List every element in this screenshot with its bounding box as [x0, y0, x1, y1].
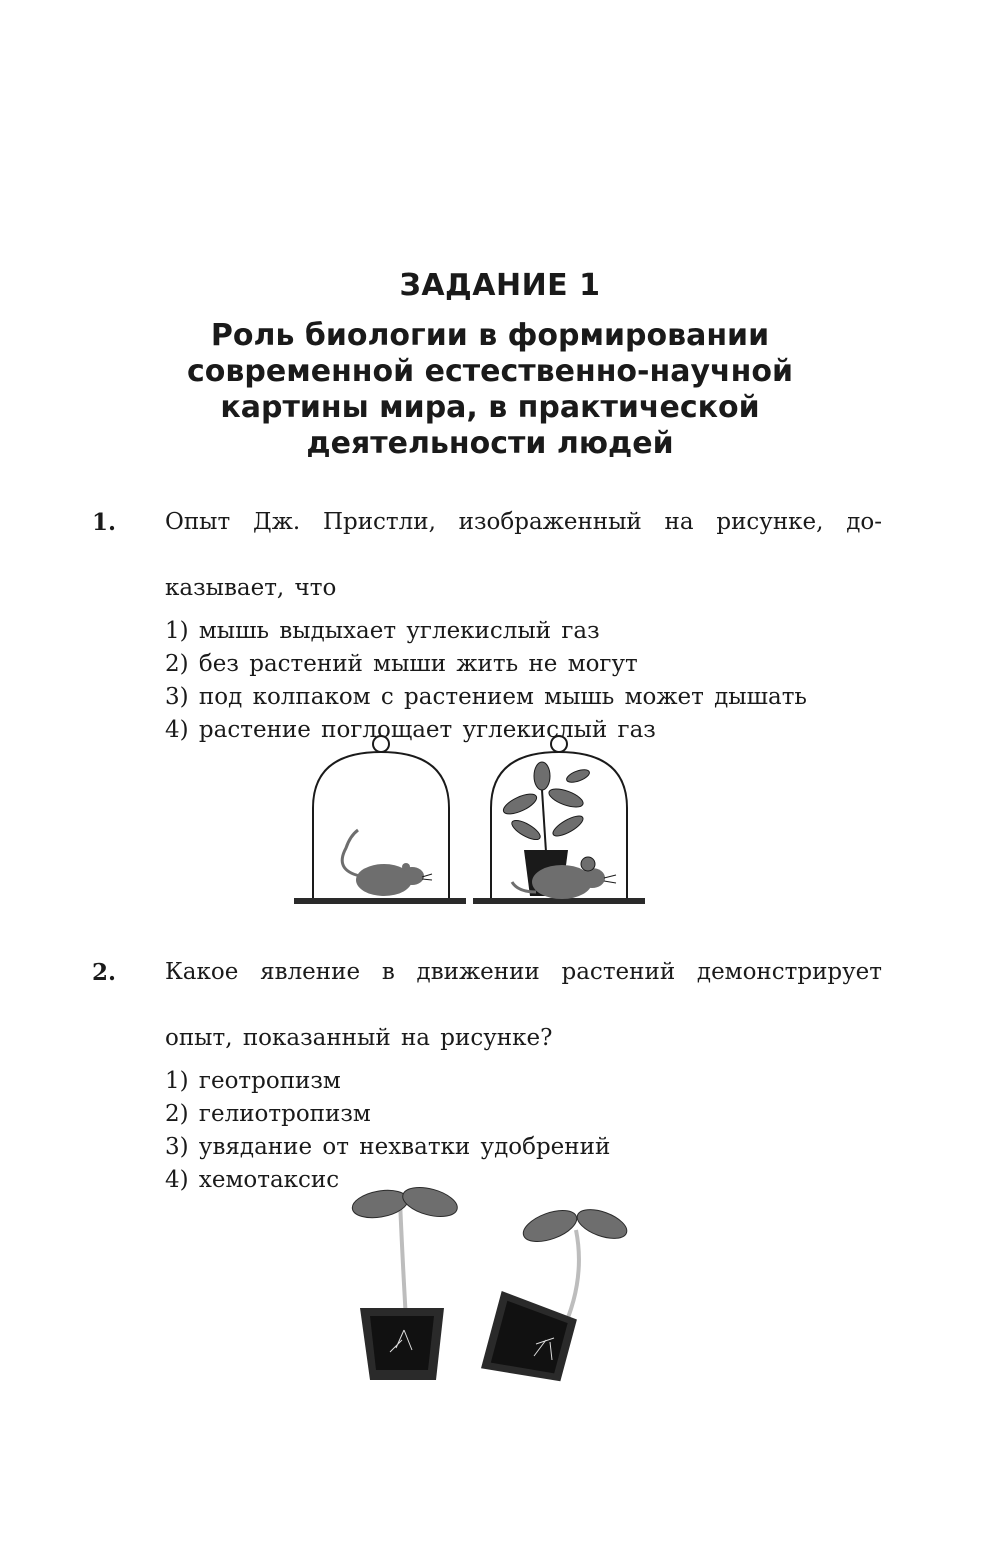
mouse-icon: [342, 830, 432, 896]
priestley-experiment-figure: [290, 730, 650, 910]
question-text: Какое явление в движении растений демонстрирует: [165, 959, 882, 985]
title-line: деятельности людей: [306, 426, 674, 461]
task-heading: ЗАДАНИЕ 1: [399, 268, 601, 303]
tilted-pot-plant-icon: [481, 1204, 631, 1389]
question-number: 1.: [92, 509, 117, 536]
question-text: Опыт Дж. Пристли, изображенный на рисунке, до-: [165, 509, 882, 535]
answer-option: 2) гелиотропизм: [165, 1101, 371, 1127]
topic-title: [140, 318, 840, 462]
answer-options: [165, 615, 882, 747]
answer-option: 3) увядание от нехватки удобрений: [165, 1134, 611, 1160]
question-text: казывает, что: [165, 575, 337, 601]
geotropism-experiment-figure: [340, 1180, 650, 1400]
answer-option: 2) без растений мыши жить не могут: [165, 651, 638, 677]
question-1: [92, 506, 882, 747]
title-line: современной естественно-научной: [187, 354, 793, 389]
answer-option: 1) мышь выдыхает углекислый газ: [165, 618, 600, 644]
answer-option: 4) хемотаксис: [165, 1167, 340, 1193]
question-text: опыт, показанный на рисунке?: [165, 1025, 553, 1051]
question-2: [92, 956, 882, 1197]
answer-option: 3) под колпаком с растением мышь может дышать: [165, 684, 807, 710]
answer-option: 4) растение поглощает углекислый газ: [165, 717, 656, 743]
title-line: Роль биологии в формировании: [210, 318, 770, 353]
answer-option: 1) геотропизм: [165, 1068, 341, 1094]
question-number: 2.: [92, 959, 117, 986]
upright-pot-plant-icon: [350, 1182, 460, 1380]
title-line: картины мира, в практической: [220, 390, 760, 425]
answer-options: [165, 1065, 882, 1197]
